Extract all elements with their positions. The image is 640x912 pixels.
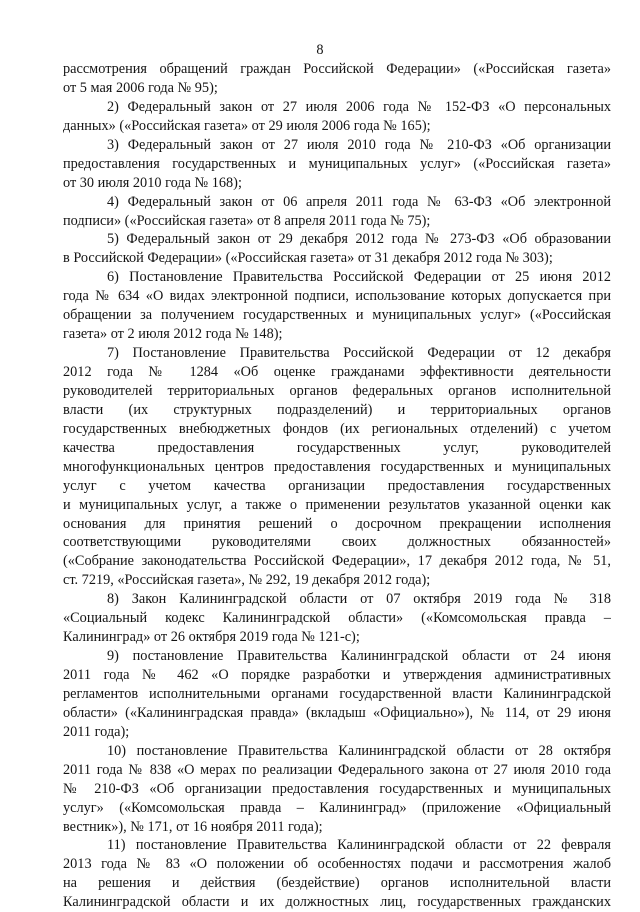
text-line: в Российской Федерации» («Российская газета» от 31 декабря 2012 года № 303); <box>63 250 553 267</box>
text-line: рассмотрения обращений граждан Российской Федерации» («Российская газета» <box>63 61 611 77</box>
text-line: многофункциональных центров предоставления государственных и муниципальных <box>63 458 611 475</box>
text-line: данных» («Российская газета» от 29 июля 2006 года № 165); <box>63 117 431 134</box>
text-line: основания для принятия решений о досрочном прекращении исполнения <box>63 515 611 532</box>
text-line: года № 634 «О видах электронной подписи, использование которых допускается при <box>63 288 611 305</box>
text-line: 2013 года № 83 «О положении об особенностях подачи и рассмотрения жалоб <box>63 856 611 873</box>
text-line: 10) постановление Правительства Калининградской области от 28 октября <box>107 742 611 759</box>
text-line: Калининградской области и их должностных лиц, государственных гражданских <box>63 894 611 911</box>
text-line: 11) постановление Правительства Калининградской области от 22 февраля <box>107 837 611 854</box>
text-line: государственных внебюджетных фондов (их региональных отделений) с учетом <box>63 420 611 437</box>
text-line: власти (их структурных подразделений) и территориальных органов <box>63 401 611 418</box>
text-line: соответствующими руководителями своих должностных обязанностей» <box>63 534 611 551</box>
text-line: («Собрание законодательства Российской Федерации», 17 декабря 2012 года, № 51, <box>63 553 611 570</box>
text-line: 3) Федеральный закон от 27 июля 2010 года № 210-ФЗ «Об организации <box>107 136 611 153</box>
text-line: от 30 июля 2010 года № 168); <box>63 174 242 191</box>
text-line: качества предоставления государственных услуг, руководителей <box>63 439 611 456</box>
text-line: Калининград» от 26 октября 2019 года № 121-с); <box>63 629 360 646</box>
text-line: регламентов исполнительными органами государственной власти Калининградской <box>63 685 611 702</box>
text-line: 7) Постановление Правительства Российской Федерации от 12 декабря <box>107 345 611 362</box>
text-line: 2011 года); <box>63 723 130 740</box>
text-line: обращении за получением государственных и муниципальных услуг» («Российская <box>63 307 611 324</box>
text-line: предоставления государственных и муниципальных услуг» («Российская газета» <box>63 155 611 172</box>
page-number: 8 <box>316 42 324 58</box>
text-line: 2011 года № 838 «О мерах по реализации Федерального закона от 27 июля 2010 года <box>63 761 611 778</box>
text-line: газета» от 2 июля 2012 года № 148); <box>63 326 283 343</box>
text-line: ст. 7219, «Российская газета», № 292, 19 декабря 2012 года); <box>63 572 431 589</box>
text-line: 2012 года № 1284 «Об оценке гражданами эффективности деятельности <box>63 364 611 380</box>
text-line: на решения и действия (бездействие) органов исполнительной власти <box>63 875 611 892</box>
text-line: руководителей территориальных органов федеральных органов исполнительной <box>63 382 611 399</box>
text-line: и муниципальных услуг, а также о применении результатов указанной оценки как <box>63 496 611 513</box>
text-line: вестник»), № 171, от 16 ноября 2011 года); <box>63 818 323 835</box>
text-line: 6) Постановление Правительства Российской Федерации от 25 июня 2012 <box>107 269 611 286</box>
text-line: услуг» («Комсомольская правда – Калининград» (приложение «Официальный <box>63 799 611 816</box>
text-line: № 210-ФЗ «Об организации предоставления государственных и муниципальных <box>63 780 611 797</box>
text-line: «Социальный кодекс Калининградской области» («Комсомольская правда – <box>63 610 611 627</box>
text-line: 2011 года № 462 «О порядке разработки и утверждения административных <box>63 667 611 683</box>
text-line: области» («Калининградская правда» (вкладыш «Официально»), № 114, от 29 июня <box>63 704 611 721</box>
text-line: 5) Федеральный закон от 29 декабря 2012 года № 273-ФЗ «Об образовании <box>107 231 611 248</box>
text-line: 4) Федеральный закон от 06 апреля 2011 года № 63-ФЗ «Об электронной <box>107 193 611 210</box>
text-line: от 5 мая 2006 года № 95); <box>63 79 218 96</box>
text-line: 8) Закон Калининградской области от 07 октября 2019 года № 318 <box>107 591 611 608</box>
text-line: услуг с учетом качества организации предоставления государственных <box>63 477 611 494</box>
document-body <box>63 60 611 912</box>
text-line: подписи» («Российская газета» от 8 апреля 2011 года № 75); <box>63 212 431 229</box>
text-line: 2) Федеральный закон от 27 июля 2006 года № 152-ФЗ «О персональных <box>107 98 611 115</box>
text-line: 9) постановление Правительства Калининградской области от 24 июня <box>107 648 611 665</box>
